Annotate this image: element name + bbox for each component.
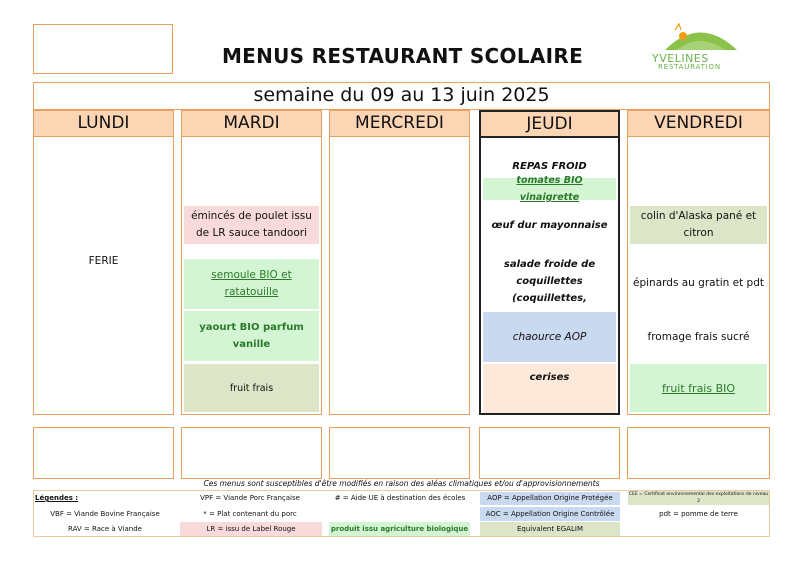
legend-aop: AOP = Appellation Origine Protégée	[480, 492, 620, 505]
menu-item-fromage: chaource AOP	[483, 312, 616, 362]
bottom-cell-mercredi	[329, 427, 470, 479]
logo-text-yvelines: YVELINES	[652, 52, 709, 65]
menu-item-garniture: semoule BIO et ratatouille	[184, 259, 319, 309]
column-mercredi	[329, 110, 470, 415]
column-vendredi	[627, 110, 770, 415]
day-header-vendredi: VENDREDI	[628, 111, 769, 137]
menu-theme: REPAS FROID	[512, 160, 587, 172]
bottom-cell-jeudi	[479, 427, 620, 479]
legend-rav: RAV = Race à Viande	[68, 525, 142, 533]
footer-note: Ces menus sont susceptibles d'être modifiés en raison des aléas climatiques et/ou d'approvisionnements	[203, 479, 600, 488]
legend-title: Légendes :	[35, 494, 79, 502]
legend-porc: * = Plat contenant du porc	[203, 510, 297, 518]
bottom-cell-lundi	[33, 427, 174, 479]
logo-text-restauration: RESTAURATION	[658, 63, 721, 71]
legend-bio: produit issu agriculture biologique	[329, 522, 470, 536]
menu-item-plat: émincés de poulet issu de LR sauce tandoori	[184, 206, 319, 244]
day-header-jeudi: JEUDI	[481, 112, 618, 138]
menu-item-plat: œuf dur mayonnaise	[491, 219, 608, 231]
logo-placeholder-box	[33, 24, 173, 74]
menu-item-entree: tomates BIO vinaigrette	[483, 178, 616, 200]
page-title: MENUS RESTAURANT SCOLAIRE	[221, 44, 584, 68]
week-label: semaine du 09 au 13 juin 2025	[253, 84, 550, 106]
legend-egalim: Equivalent EGALIM	[480, 522, 620, 536]
menu-item-dessert: cerises	[483, 364, 616, 413]
menu-item-dessert: fruit frais	[184, 364, 319, 412]
day-header-lundi: LUNDI	[34, 111, 173, 137]
menu-item-ferie: FERIE	[88, 254, 119, 267]
bottom-cell-mardi	[181, 427, 322, 479]
menu-item-dessert: fruit frais BIO	[630, 364, 767, 412]
legend-vpf: VPF = Viande Porc Française	[200, 494, 300, 502]
column-lundi	[33, 110, 174, 415]
legend-aoc: AOC = Appellation Origine Contrôlée	[480, 507, 620, 521]
column-jeudi	[479, 110, 620, 415]
legend-cee: CEE = Certificat environnemental des exploitations de niveau 2	[628, 492, 769, 504]
menu-item-fromage: fromage frais sucré	[647, 330, 750, 343]
day-header-mercredi: MERCREDI	[330, 111, 469, 137]
menu-item-garniture: salade froide de coquillettes (coquillettes,	[503, 258, 596, 304]
menu-item-laitage: yaourt BIO parfum vanille	[184, 311, 319, 361]
legend-aide-ue: # = Aide UE à destination des écoles	[334, 494, 466, 502]
menu-item-garniture: épinards au gratin et pdt	[633, 276, 764, 289]
legend-vbf: VBF = Viande Bovine Française	[50, 510, 160, 518]
legend-lr: LR = issu de Label Rouge	[180, 522, 322, 536]
day-header-mardi: MARDI	[182, 111, 321, 137]
bottom-cell-vendredi	[627, 427, 770, 479]
menu-item-plat: colin d'Alaska pané et citron	[630, 206, 767, 244]
column-mardi	[181, 110, 322, 415]
legend-pdt: pdt = pomme de terre	[659, 510, 738, 518]
